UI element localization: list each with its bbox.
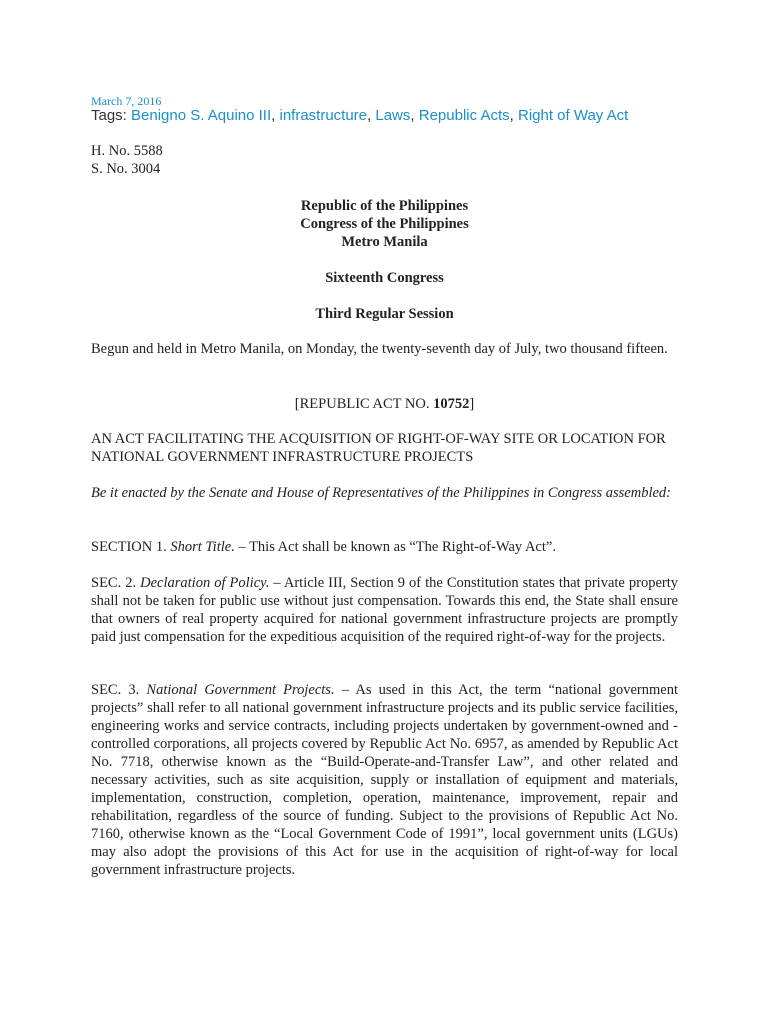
section-body: – As used in this Act, the term “national government projects” shall refer to all national government infrastructure projects and its public service facilities, engineering works and service contracts, including projects undertaken by government-owned and -controlled corporations, all projects covered by Republic Act No. 6957, as amended by Republic Act No. 7718, otherwise known as the “Build-Operate-and-Transfer Law”, and other related and necessary activities, such as site acquisition, supply or installation of equipment and materials, implementation, construction, completion, operation, maintenance, improvement, repair and rehabilitation, regardless of the source of funding. Subject to the provisions of Republic Act No. 7160, otherwise known as the “Local Government Code of 1991”, local government units (LGUs) may also adopt the provisions of this Act for use in the acquisition of right-of-way for local government infrastructure projects. (91, 682, 679, 878)
enacting-clause: Be it enacted by the Senate and House of Representatives of the Philippines in Congress assembled: (91, 485, 672, 501)
section-1 (91, 538, 678, 556)
header-line-republic: Republic of the Philippines (300, 198, 469, 214)
section-label: SECTION 1. (91, 539, 171, 555)
post-date: March 7, 2016 (91, 94, 162, 108)
congress-number: Sixteenth Congress (325, 270, 444, 286)
section-heading: Declaration of Policy. (140, 575, 270, 591)
act-title: AN ACT FACILITATING THE ACQUISITION OF RIGHT-OF-WAY SITE OR LOCATION FOR NATIONAL GOVERNMENT INFRASTRUCTURE PROJECTS (91, 431, 666, 465)
section-heading: National Government Projects. (146, 682, 335, 698)
header-line-location: Metro Manila (341, 234, 428, 250)
bill-numbers (91, 142, 678, 178)
tag-link[interactable]: Benigno S. Aquino III (131, 107, 272, 124)
republic-act-number (91, 395, 678, 413)
tags-label: Tags: (91, 107, 127, 124)
section-body: – Article III, Section 9 of the Constitution states that private property shall not be taken for public use without just compensation. Towards this end, the State shall ensure that owners of real property acquired for national government infrastructure projects are promptly paid just compensation for the expeditious acquisition of the required right-of-way for the projects. (91, 575, 678, 645)
section-label: SEC. 2. (91, 575, 141, 591)
document-header (91, 197, 678, 251)
tag-link[interactable]: Republic Acts (418, 107, 510, 124)
begun-statement: Begun and held in Metro Manila, on Monday, the twenty-seventh day of July, two thousand fifteen. (91, 341, 668, 357)
tag-link[interactable]: infrastructure (279, 107, 368, 124)
ra-prefix: [REPUBLIC ACT NO. (294, 396, 434, 412)
ra-suffix: ] (469, 396, 475, 412)
section-3 (91, 681, 678, 879)
section-body: – This Act shall be known as “The Right-of-Way Act”. (234, 539, 556, 555)
session-name: Third Regular Session (315, 306, 454, 322)
section-heading: Short Title. (170, 539, 235, 555)
ra-number: 10752 (433, 396, 470, 412)
section-2 (91, 574, 678, 646)
section-label: SEC. 3. (91, 682, 147, 698)
header-line-congress: Congress of the Philippines (300, 216, 469, 232)
house-bill-number: H. No. 5588 (91, 143, 163, 159)
tags-line: Tags: Benigno S. Aquino III, infrastructure, Laws, Republic Acts, Right of Way Act (91, 107, 629, 124)
senate-bill-number: S. No. 3004 (91, 161, 161, 177)
tag-link[interactable]: Laws (375, 107, 411, 124)
tag-link[interactable]: Right of Way Act (517, 107, 629, 124)
